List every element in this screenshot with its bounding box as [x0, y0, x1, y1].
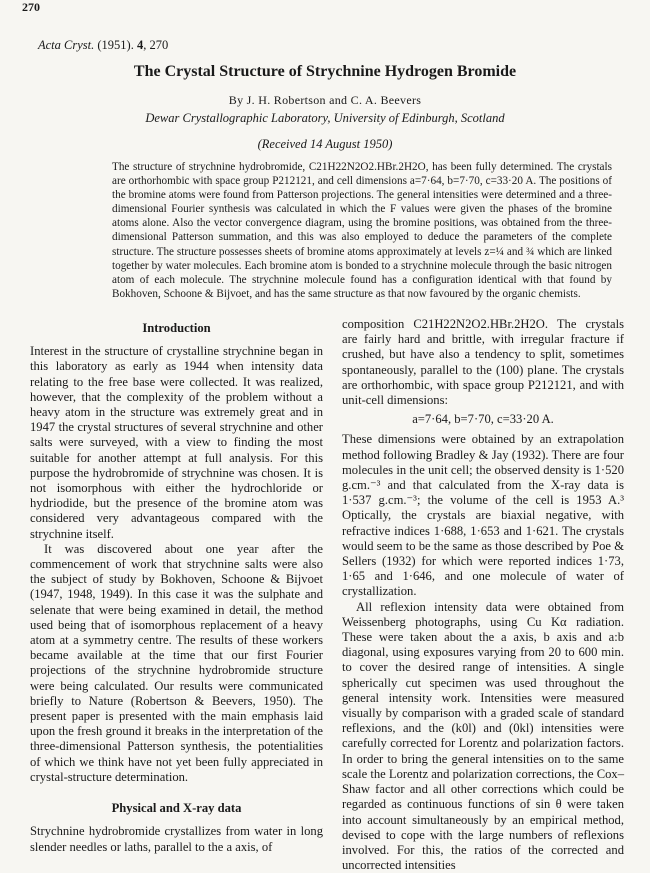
- physical-paragraph-3: All reflexion intensity data were obtained from Weissenberg photographs, using Cu Kα radiation. These were taken about the a axis, b axis and a:b diagonal, using exposures varying from 20 to 600 min. to cover the desired range of intensities. A single spherically cut specimen was used throughout the general intensity work. Intensities were measured visually by comparison with a graded scale of standard reflexions, and the (k0l) and (0kl) intensities were carefully corrected for Lorentz and polarization factors. In order to bring the general intensities on to the same scale the Lorentz and polarization corrections, the Cox–Shaw factor and all other corrections which could be regarded as continuous functions of sin θ were taken into account simultaneously by an empirical method, devised to cope with the large numbers of reflexions involved. For this, the ratios of the corrected and uncorrected intensities: [342, 599, 624, 873]
- physical-paragraph-2: These dimensions were obtained by an extrapolation method following Bradley & Jay (1932). There are four molecules in the unit cell; the observed density is 1·520 g.cm.⁻³ and that calculated from the X-ray data is 1·537 g.cm.⁻³; the volume of the cell is 1953 A.³ Optically, the crystals are biaxial negative, with refractive indices 1·688, 1·653 and 1·621. The crystals would seem to be the same as those described by Poe & Sellers (1932) for which were reported indices 1·73, 1·65 and 1·646, and one molecule of water of crystallization.: [342, 432, 624, 599]
- page-number: 270: [22, 0, 40, 14]
- physical-paragraph-1: Strychnine hydrobromide crystallizes from water in long slender needles or laths, parallel to the a axis, of: [30, 824, 323, 854]
- section-heading-introduction: Introduction: [142, 321, 211, 335]
- journal-volume: 4: [136, 38, 144, 52]
- paper-authors: By J. H. Robertson and C. A. Beevers: [228, 93, 422, 107]
- paper-title: The Crystal Structure of Strychnine Hydrogen Bromide: [133, 63, 517, 80]
- paper-affiliation: Dewar Crystallographic Laboratory, University of Edinburgh, Scotland: [145, 111, 505, 125]
- intro-paragraph-1: Interest in the structure of crystalline strychnine began in this laboratory as early as 1944 when intensity data relating to the free base were collected. It was realized, however, that the complexity of the problem without a heavy atom in the structure was extremely great and in 1947 the crystal structures of several strychnine and other salts were surveyed, with a view to finding the most suitable for another attempt at full analysis. For this purpose the hydrobromide of strychnine was chosen. It is not isomorphous with either the hydrochloride or hydriodide, but the presence of the bromine atom was considered very advantageous compared with the strychnine itself.: [30, 344, 323, 541]
- intro-paragraph-2: It was discovered about one year after the commencement of work that strychnine salts were also the subject of study by Bokhoven, Schoone & Bijvoet (1947, 1948, 1949). In this case it was the sulphate and selenate that were being examined in detail, the method used being that of isomorphous replacement of a heavy atom at a symmetry centre. The results of these workers became available at the time that our first Fourier projections of the strychnine hydrobromide structure were being calculated. Our results were communicated briefly to Nature (Robertson & Beevers, 1950). The present paper is presented with the main emphasis laid upon the fresh ground it breaks in the interpretation of the three-dimensional Patterson synthesis, the potentialities of which we think have not yet been fully appreciated in crystal-structure determination.: [30, 541, 323, 784]
- received-date: (Received 14 August 1950): [257, 137, 393, 151]
- cell-dimensions-formula: a=7·64, b=7·70, c=33·20 A.: [412, 412, 554, 427]
- section-heading-physical-data: Physical and X-ray data: [111, 801, 242, 816]
- journal-year: (1951).: [97, 38, 134, 52]
- journal-reference: Acta Cryst. (1951). 4, 270: [38, 38, 169, 52]
- journal-name: Acta Cryst.: [38, 38, 95, 52]
- right-column: [342, 317, 624, 873]
- abstract: [112, 160, 612, 301]
- journal-page: 270: [149, 38, 169, 52]
- physical-paragraph-1-continued: composition C21H22N2O2.HBr.2H2O. The crystals are fairly hard and brittle, with irregular fracture if crushed, but have also a tendency to split, sometimes spontaneously, parallel to the (100) plane. The crystals are orthorhombic, with space group P212121, and with unit-cell dimensions:: [342, 317, 624, 408]
- abstract-text: The structure of strychnine hydrobromide, C21H22N2O2.HBr.2H2O, has been fully determined. The crystals are orthorhombic with space group P212121, and cell dimensions a=7·64, b=7·70, c=33·20 A. The positions of the bromine atoms were found from Patterson projections. The general intensities were determined and a three-dimensional Fourier synthesis was calculated in which the F values were given the phases of the bromine atoms alone. Also the vector convergence diagram, using the bromine positions, was obtained from the three-dimensional Patterson summation, and this was also employed to deduce the parameters of the complete structure. The structure possesses sheets of bromine atoms approximately at levels z=¼ and ¾ which are linked together by water molecules. Each bromine atom is bonded to a strychnine molecule through the basic nitrogen atom of each molecule. The strychnine molecule found has a configuration identical with that found by Bokhoven, Schoone & Bijvoet, and has the same structure as that now favoured by the organic chemists.: [112, 161, 612, 300]
- left-column: [30, 317, 323, 855]
